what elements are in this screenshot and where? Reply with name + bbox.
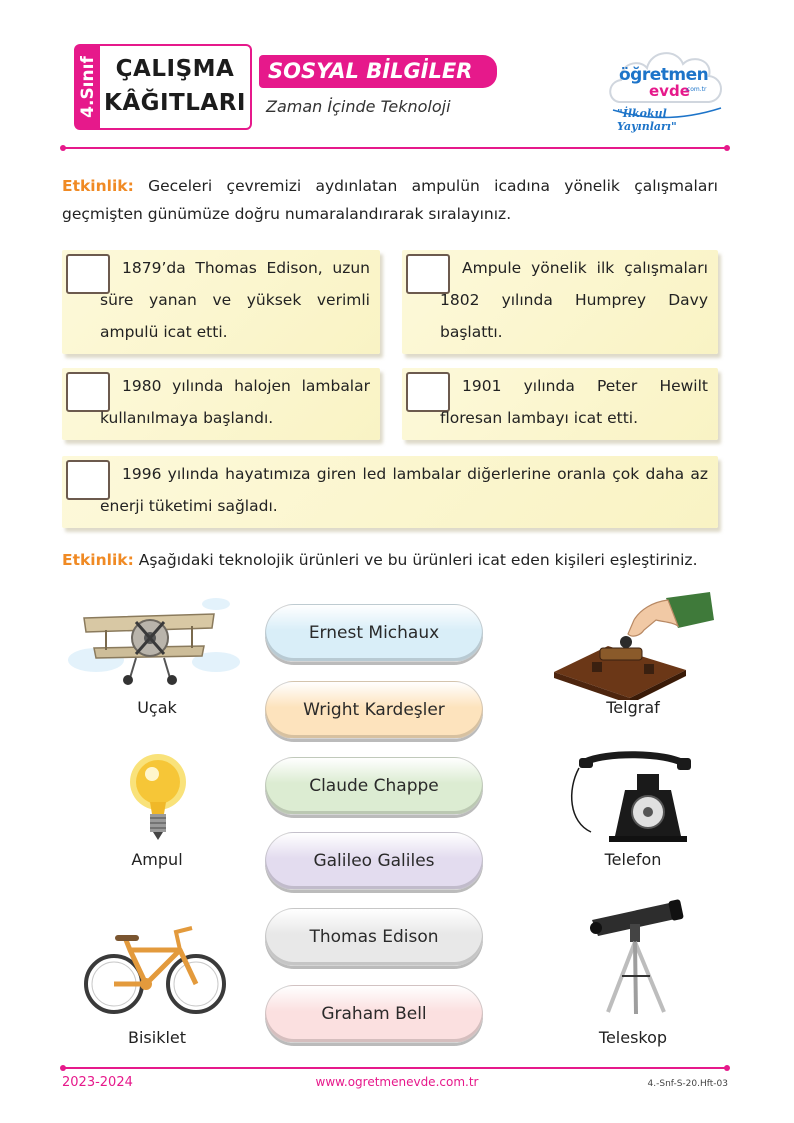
- inventor-pill-5[interactable]: Thomas Edison: [265, 908, 483, 966]
- inventor-pill-2[interactable]: Wright Kardeşler: [265, 681, 483, 739]
- activity2-text: Aşağıdaki teknolojik ürünleri ve bu ürünleri icat eden kişileri eşleştiriniz.: [133, 551, 698, 569]
- logo-text-1: öğretmen: [619, 65, 709, 85]
- publisher-logo: [605, 40, 727, 133]
- activity1-instructions: [62, 172, 718, 228]
- logo-text-2: evde: [649, 82, 690, 100]
- footer-website[interactable]: www.ogretmenevde.com.tr: [315, 1075, 479, 1089]
- inventor-pill-4[interactable]: Galileo Galiles: [265, 832, 483, 890]
- title-line2: KÂĞITLARI: [104, 90, 246, 116]
- card-text: 1901 yılında Peter Hewilt floresan lambayı icat etti.: [440, 377, 708, 427]
- item-label-airplane: Uçak: [137, 698, 177, 717]
- inventor-pill-6[interactable]: Graham Bell: [265, 985, 483, 1043]
- item-label-telescope: Teleskop: [598, 1028, 668, 1047]
- activity2-instructions: [62, 546, 718, 574]
- item-label-telegraph: Telgraf: [606, 698, 660, 717]
- timeline-card-2: [402, 250, 718, 354]
- item-label-lightbulb: Ampul: [131, 850, 183, 869]
- activity1-text: Geceleri çevremizi aydınlatan ampulün icadına yönelik çalışmaları geçmişten günümüze doğru numaralandırarak sıralayınız.: [62, 177, 718, 223]
- card-text: 1980 yılında halojen lambalar kullanılmaya başlandı.: [100, 377, 370, 427]
- footer-year: 2023-2024: [62, 1075, 133, 1090]
- timeline-card-4: [402, 368, 718, 440]
- logo-tagline: "İlkokul Yayınları": [617, 107, 677, 133]
- topic-title: Zaman İçinde Teknoloji: [266, 97, 451, 116]
- lightbulb-icon[interactable]: [126, 752, 190, 844]
- activity2-label: Etkinlik:: [62, 551, 134, 569]
- timeline-card-1: [62, 250, 380, 354]
- timeline-card-3: [62, 368, 380, 440]
- airplane-icon[interactable]: [66, 592, 242, 692]
- timeline-card-5: [62, 456, 718, 528]
- grade-label: 4.Sınıf: [77, 56, 98, 118]
- inventor-pill-1[interactable]: Ernest Michaux: [265, 604, 483, 662]
- title-box: [100, 44, 252, 130]
- item-label-bicycle: Bisiklet: [127, 1028, 187, 1047]
- card-text: 1996 yılında hayatımıza giren led lambalar diğerlerine oranla çok daha az enerji tüketimi sağladı.: [100, 465, 708, 515]
- item-label-telephone: Telefon: [604, 850, 662, 869]
- footer-code: 4.-Snf-S-20.Hft-03: [647, 1079, 728, 1089]
- logo-suffix: .com.tr: [685, 86, 707, 93]
- title-line1: ÇALIŞMA: [115, 56, 235, 82]
- footer-divider: [62, 1067, 728, 1069]
- header-divider: [62, 147, 728, 149]
- card-text: 1879’da Thomas Edison, uzun süre yanan ve yüksek verimli ampulü icat etti.: [100, 259, 370, 341]
- telescope-icon[interactable]: [586, 898, 686, 1018]
- grade-tab: [74, 44, 101, 130]
- bicycle-icon[interactable]: [80, 920, 230, 1020]
- telegraph-icon[interactable]: [548, 590, 718, 700]
- inventor-pill-3[interactable]: Claude Chappe: [265, 757, 483, 815]
- card-text: Ampule yönelik ilk çalışmaları 1802 yılında Humprey Davy başlattı.: [440, 259, 708, 341]
- telephone-icon[interactable]: [565, 750, 695, 845]
- subject-banner: SOSYAL BİLGİLER: [259, 55, 497, 88]
- activity1-label: Etkinlik:: [62, 177, 134, 195]
